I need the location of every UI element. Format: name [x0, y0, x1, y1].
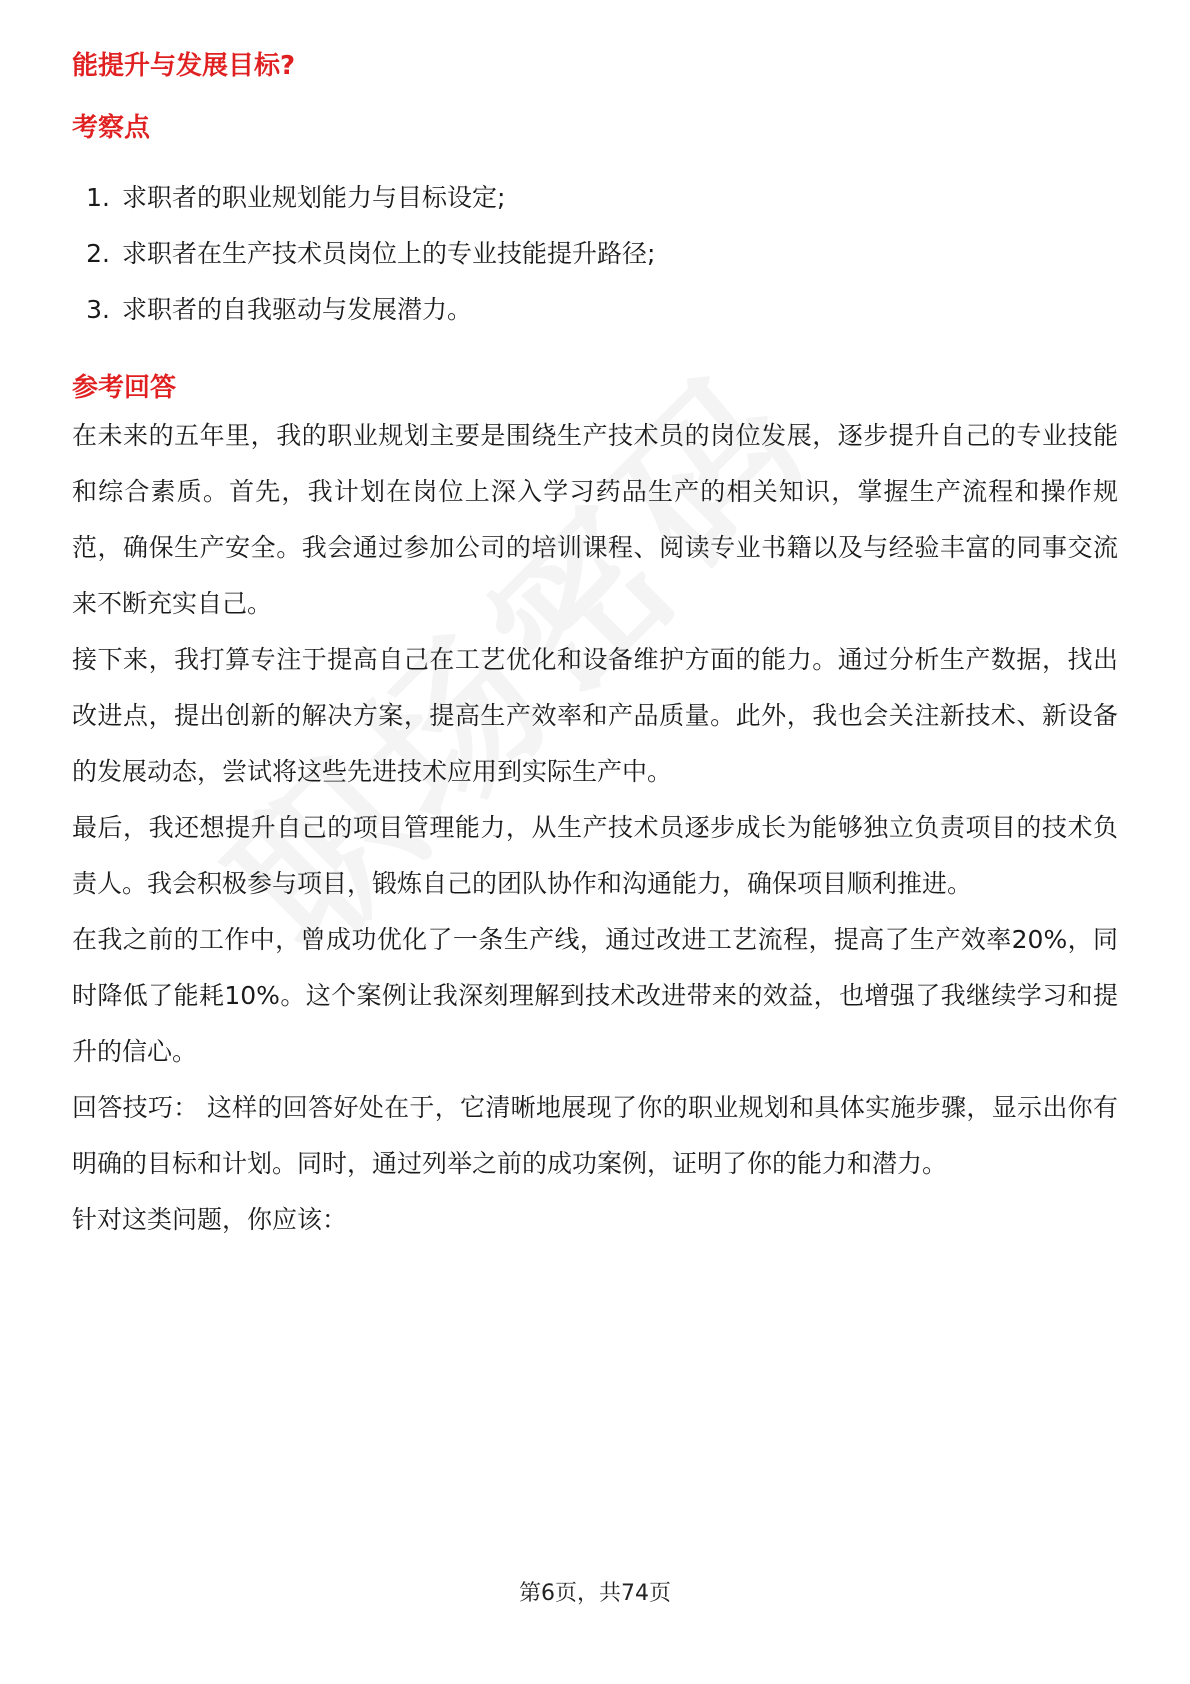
tips-paragraph: 回答技巧： 这样的回答好处在于，它清晰地展现了你的职业规划和具体实施步骤，显示出你有明确的目标和计划。同时，通过列举之前的成功案例，证明了你的能力和潜力。	[72, 1093, 1118, 1178]
answer-heading: 参考回答	[72, 373, 177, 403]
list-item	[72, 282, 1118, 338]
question-heading: 能提升与发展目标?	[72, 51, 296, 81]
list-number: 1.	[86, 183, 110, 212]
list-number: 3.	[86, 295, 110, 324]
points-heading: 考察点	[72, 113, 151, 143]
answer-paragraph: 最后，我还想提升自己的项目管理能力，从生产技术员逐步成长为能够独立负责项目的技术负责人。我会积极参与项目，锻炼自己的团队协作和沟通能力，确保项目顺利推进。	[72, 813, 1118, 898]
list-text: 求职者在生产技术员岗位上的专业技能提升路径;	[122, 239, 656, 268]
list-number: 2.	[86, 239, 110, 268]
answer-paragraph: 接下来，我打算专注于提高自己在工艺优化和设备维护方面的能力。通过分析生产数据，找出改进点，提出创新的解决方案，提高生产效率和产品质量。此外，我也会关注新技术、新设备的发展动态，尝试将这些先进技术应用到实际生产中。	[72, 645, 1118, 786]
answer-paragraph: 在我之前的工作中，曾成功优化了一条生产线，通过改进工艺流程，提高了生产效率20%，同时降低了能耗10%。这个案例让我深刻理解到技术改进带来的效益，也增强了我继续学习和提升的信心。	[72, 925, 1118, 1066]
list-item	[72, 170, 1118, 226]
page-content	[72, 46, 1118, 1248]
points-list	[72, 170, 1118, 338]
page-footer: 第6页，共74页	[519, 1581, 671, 1606]
answer-paragraph: 在未来的五年里，我的职业规划主要是围绕生产技术员的岗位发展，逐步提升自己的专业技能和综合素质。首先，我计划在岗位上深入学习药品生产的相关知识，掌握生产流程和操作规范，确保生产安全。我会通过参加公司的培训课程、阅读专业书籍以及与经验丰富的同事交流来不断充实自己。	[72, 421, 1118, 618]
list-text: 求职者的职业规划能力与目标设定;	[122, 183, 506, 212]
list-text: 求职者的自我驱动与发展潜力。	[122, 295, 473, 324]
list-item	[72, 226, 1118, 282]
closing-paragraph: 针对这类问题，你应该：	[72, 1205, 348, 1234]
